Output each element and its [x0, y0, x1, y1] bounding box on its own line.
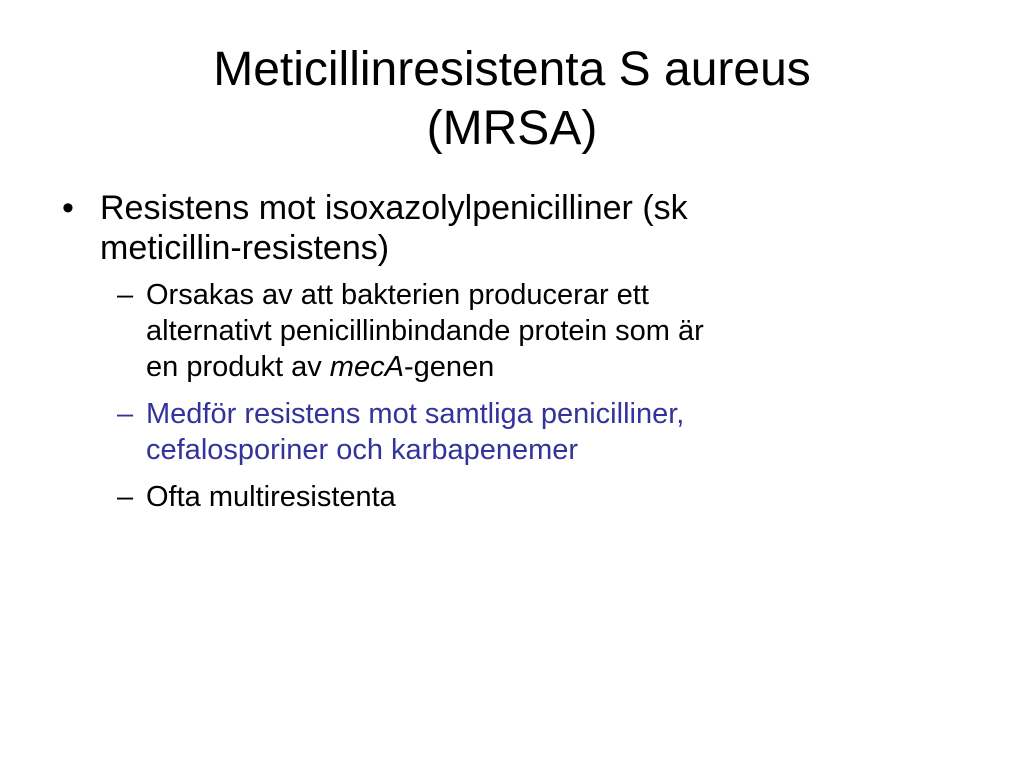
sub-bullet-text-line-1: Orsakas av att bakterien producerar ett [146, 279, 649, 311]
bullet-text-line-1: Resistens mot isoxazolylpenicilliner (sk [100, 189, 688, 227]
meca-gene-name: mecA [329, 351, 404, 383]
line3-suffix: -genen [403, 351, 495, 383]
dash-marker: – [117, 481, 134, 513]
line3-prefix: en produkt av [146, 351, 330, 383]
title-line-2: (MRSA) [426, 102, 598, 155]
sub-bullet-text-line-1: Medför resistens mot samtliga penicilliner, [146, 398, 685, 430]
sub-bullet-ofta [60, 479, 980, 515]
sub-bullet-text-line-2: cefalosporiner och karbapenemer [146, 434, 579, 466]
title-line-1: Meticillinresistenta S aureus [213, 43, 811, 96]
sub-bullet-text-line-3 [146, 349, 980, 385]
slide-body [60, 188, 980, 526]
bullet-marker: • [62, 189, 74, 227]
dash-marker: – [117, 279, 134, 311]
sub-bullet-text-line-1: Ofta multiresistenta [146, 481, 396, 513]
slide-title [60, 40, 964, 158]
sub-bullet-orsakas [60, 277, 980, 385]
dash-marker: – [117, 398, 134, 430]
sub-bullet-text-line-2: alternativt penicillinbindande protein som är [146, 315, 704, 347]
sub-bullet-medfor [60, 396, 980, 468]
bullet-text-line-2: meticillin-resistens) [100, 229, 390, 267]
bullet-item-resistens [60, 188, 980, 268]
